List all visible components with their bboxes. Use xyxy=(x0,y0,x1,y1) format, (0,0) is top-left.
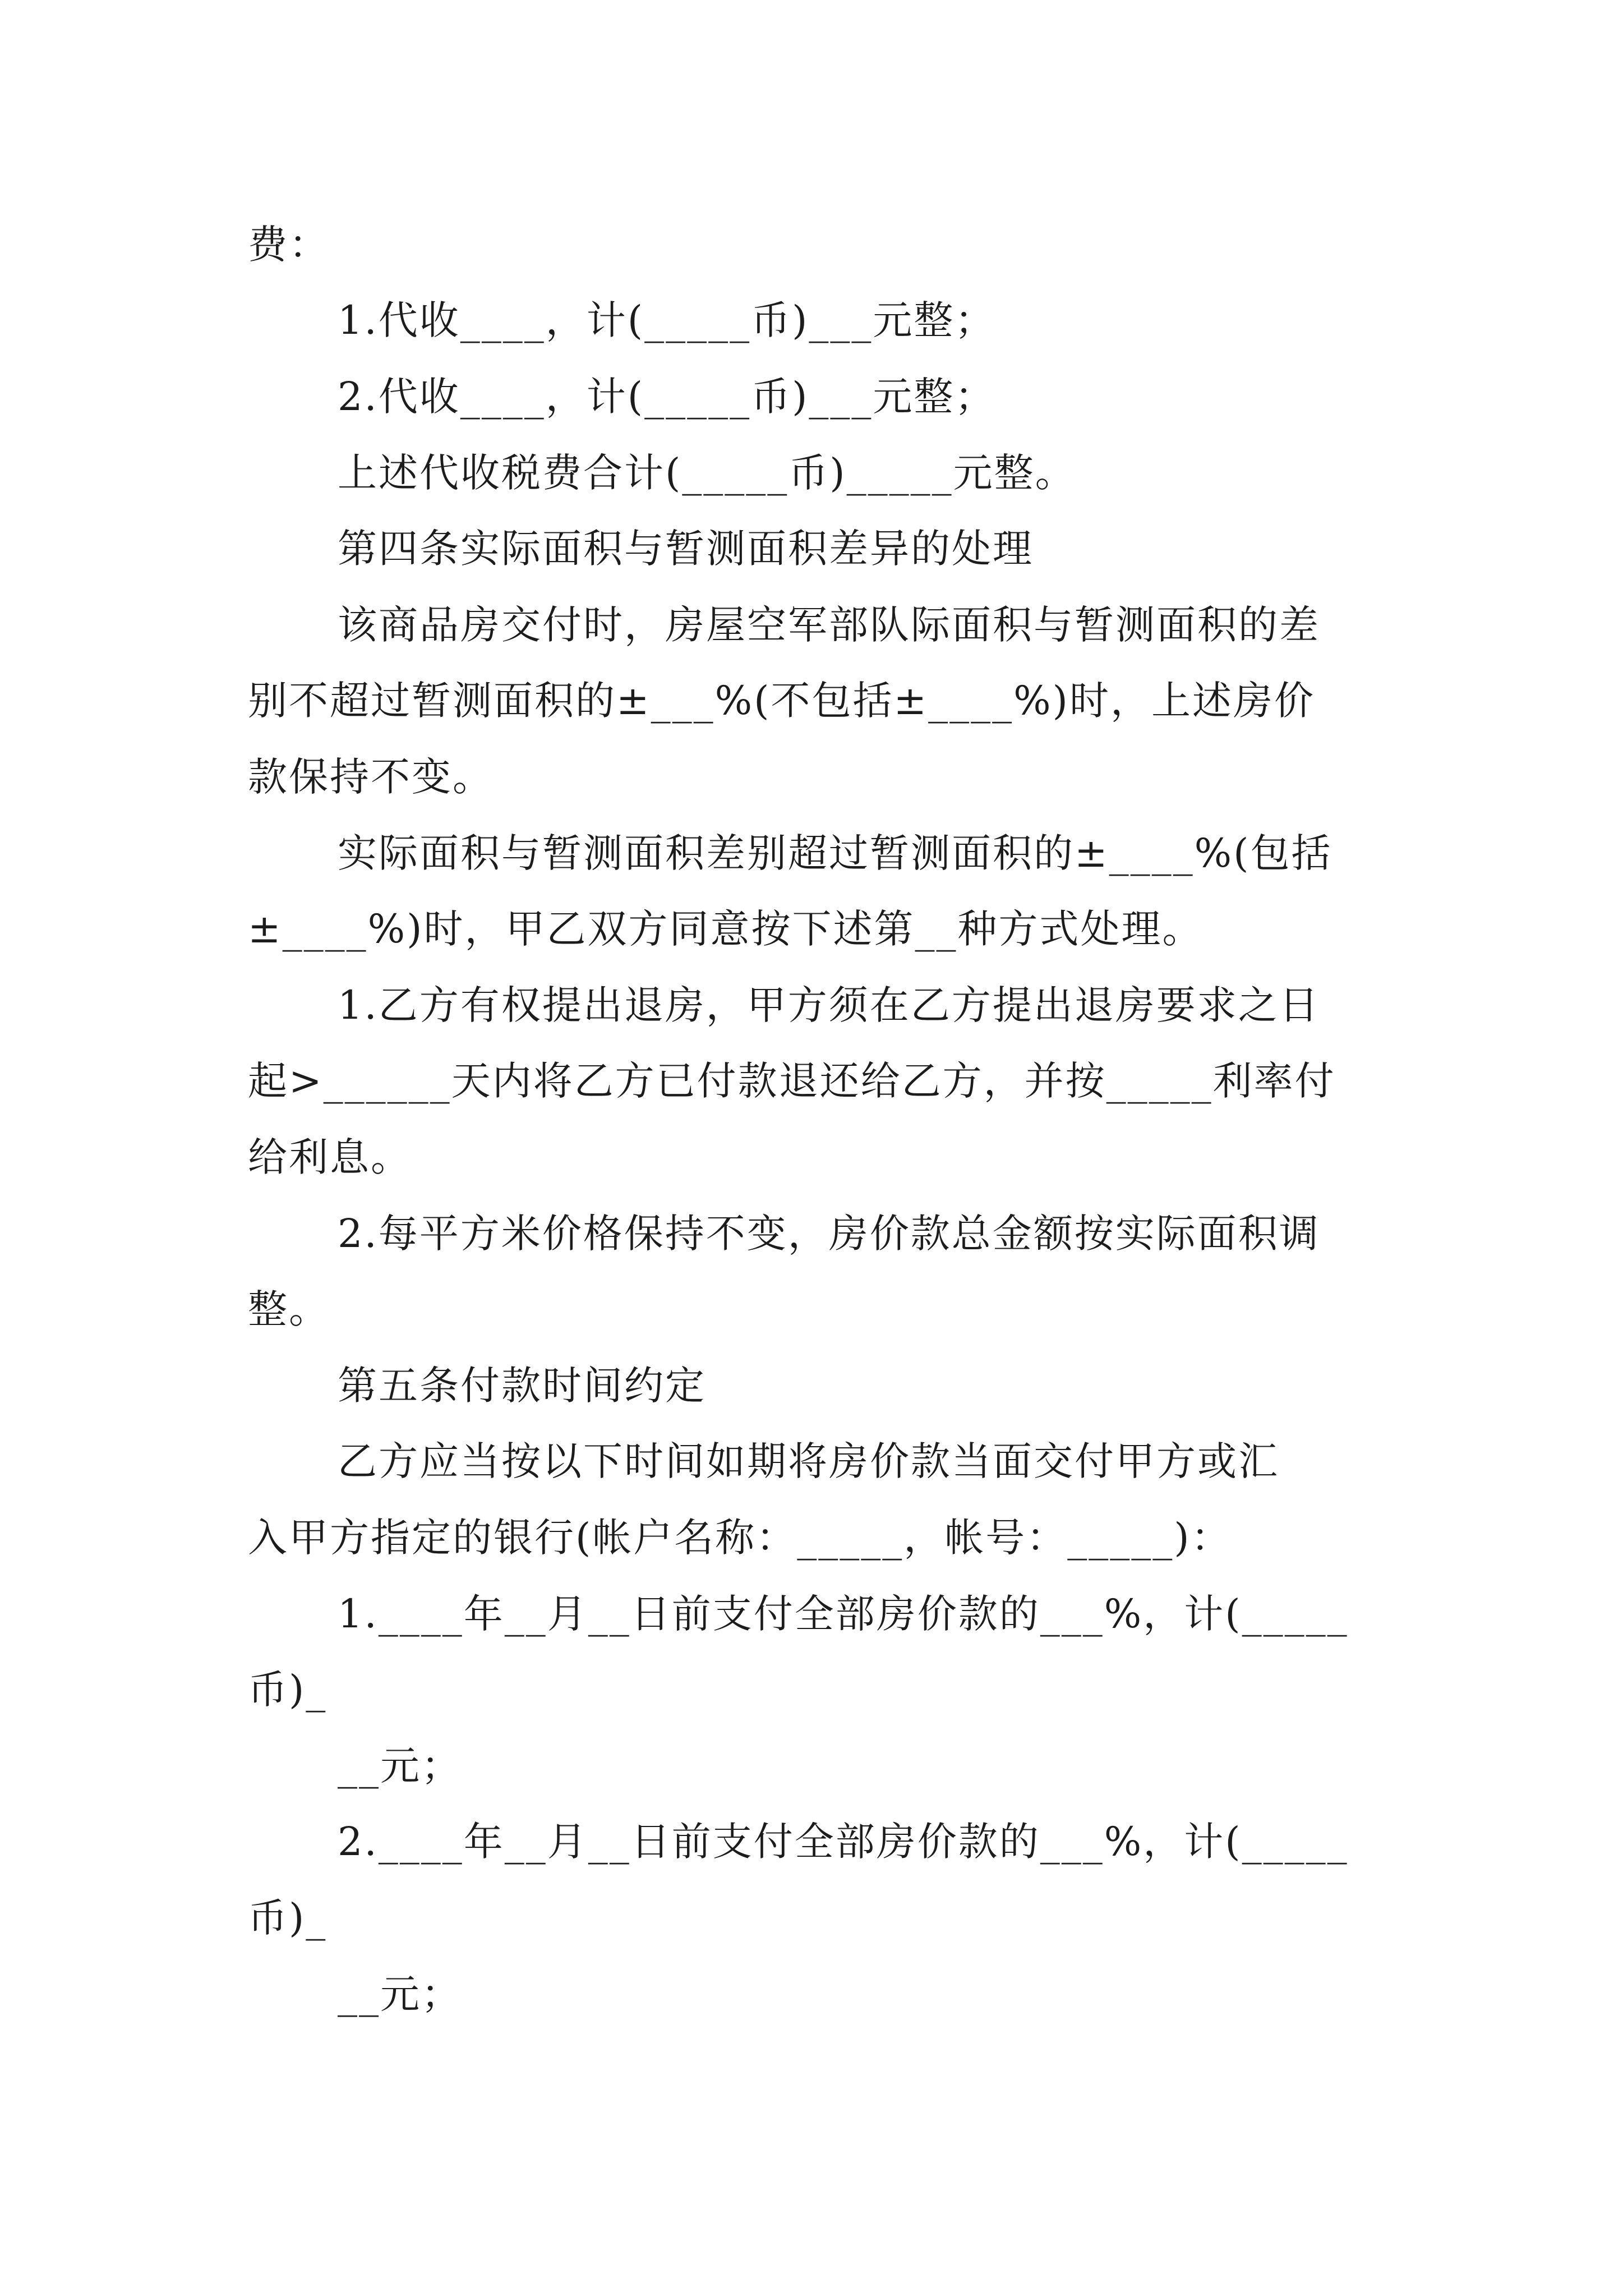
text-line-article-4-para-2b: ±____%)时，甲乙双方同意按下述第__种方式处理。 xyxy=(248,906,1204,952)
text-line-option-1b: 起>______天内将乙方已付款退还给乙方，并按_____利率付 xyxy=(248,1058,1336,1104)
text-line-option-2a: 2.每平方米价格保持不变，房价款总金额按实际面积调 xyxy=(338,1211,1320,1257)
text-line-payment-2b: 币)_ xyxy=(248,1895,328,1941)
text-line-continuation: 费： xyxy=(248,222,330,268)
text-line-fee-item-1: 1.代收____，计(_____币)___元整； xyxy=(338,297,996,343)
text-line-payment-1a: 1.____年__月__日前支付全部房价款的___%，计(_____ xyxy=(338,1591,1349,1637)
text-line-fee-total: 上述代收税费合计(_____币)_____元整。 xyxy=(338,450,1076,496)
text-line-option-2b: 整。 xyxy=(248,1286,330,1332)
text-line-fee-item-2: 2.代收____，计(_____币)___元整； xyxy=(338,374,996,420)
text-line-option-1c: 给利息。 xyxy=(248,1134,412,1180)
article-5-heading: 第五条付款时间约定 xyxy=(338,1363,706,1409)
text-line-article-5-para-1a: 乙方应当按以下时间如期将房价款当面交付甲方或汇 xyxy=(338,1438,1279,1484)
text-line-option-1a: 1.乙方有权提出退房，甲方须在乙方提出退房要求之日 xyxy=(338,982,1320,1028)
text-line-article-4-para-1a: 该商品房交付时，房屋空军部队际面积与暂测面积的差 xyxy=(338,602,1320,648)
text-line-payment-2a: 2.____年__月__日前支付全部房价款的___%，计(_____ xyxy=(338,1819,1349,1865)
text-line-payment-1c: __元； xyxy=(338,1743,462,1789)
text-line-article-4-para-1b: 别不超过暂测面积的±___%(不包括±____%)时，上述房价 xyxy=(248,678,1315,724)
article-4-heading: 第四条实际面积与暂测面积差异的处理 xyxy=(338,526,1034,572)
text-line-payment-2c: __元； xyxy=(338,1971,462,2017)
text-line-payment-1b: 币)_ xyxy=(248,1667,328,1713)
text-line-article-4-para-2a: 实际面积与暂测面积差别超过暂测面积的±____%(包括 xyxy=(338,830,1332,876)
text-line-article-5-para-1b: 入甲方指定的银行(帐户名称：_____，帐号：_____)： xyxy=(248,1515,1232,1561)
text-line-article-4-para-1c: 款保持不变。 xyxy=(248,754,494,800)
